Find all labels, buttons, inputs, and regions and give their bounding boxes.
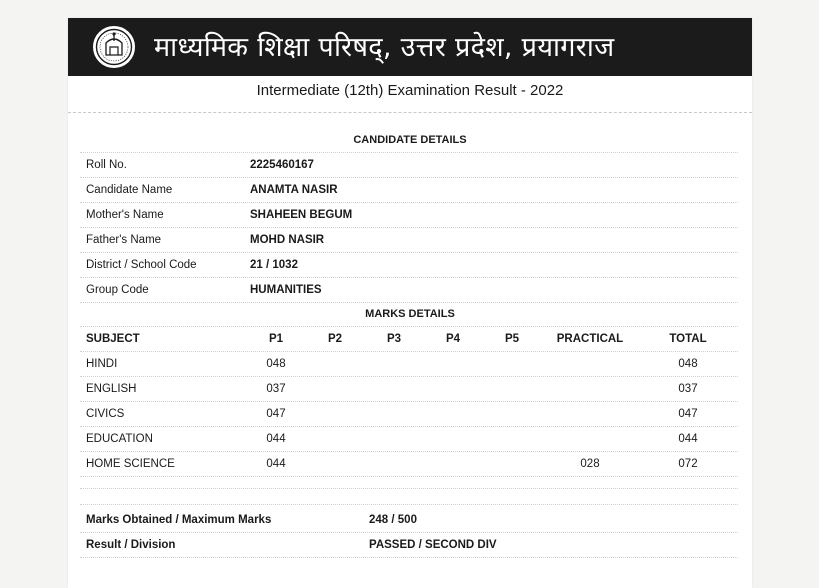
row-divider [80,451,738,452]
field-value-candidate-name: ANAMTA NASIR [250,184,338,196]
field-label-mothers-name: Mother's Name [86,209,164,221]
row-divider [80,227,738,228]
column-header-p2: P2 [327,333,343,345]
p1-mark: 044 [266,458,286,470]
p1-mark: 037 [266,383,286,395]
row-divider [80,152,738,153]
subject-name: EDUCATION [86,433,153,445]
row-divider [80,302,738,303]
subject-name: HINDI [86,358,118,370]
row-divider [80,376,738,377]
field-label-district-school-code: District / School Code [86,259,197,271]
row-divider [80,351,738,352]
field-value-fathers-name: MOHD NASIR [250,234,325,246]
subject-name: CIVICS [86,408,125,420]
result-document [68,18,752,588]
marks-obtained-label: Marks Obtained / Maximum Marks [86,514,272,526]
row-divider [80,252,738,253]
field-label-candidate-name: Candidate Name [86,184,173,196]
column-header-subject: SUBJECT [86,333,140,345]
total-mark: 072 [678,458,698,470]
marks-section-title: MARKS DETAILS [365,308,455,320]
row-divider [80,557,738,558]
p1-mark: 044 [266,433,286,445]
row-divider [80,426,738,427]
field-value-group-code: HUMANITIES [250,284,322,296]
column-header-total: TOTAL [669,333,707,345]
row-divider [80,277,738,278]
field-value-district-school-code: 21 / 1032 [250,259,298,271]
row-divider [80,202,738,203]
total-mark: 048 [678,358,698,370]
total-mark: 044 [678,433,698,445]
result-division-label: Result / Division [86,539,176,551]
board-name: माध्यमिक शिक्षा परिषद्, उत्तर प्रदेश, प्रयागराज [154,32,615,63]
row-divider [80,532,738,533]
total-mark: 037 [678,383,698,395]
subject-name: ENGLISH [86,383,137,395]
row-divider [80,504,738,505]
subject-name: HOME SCIENCE [86,458,175,470]
header-band [68,18,752,76]
candidate-section-title: CANDIDATE DETAILS [353,134,467,146]
p1-mark: 047 [266,408,286,420]
field-label-roll-no: Roll No. [86,159,127,171]
column-header-p1: P1 [268,333,284,345]
column-header-practical: PRACTICAL [556,333,624,345]
field-value-mothers-name: SHAHEEN BEGUM [250,209,353,221]
divider [68,112,752,113]
field-value-roll-no: 2225460167 [250,159,314,171]
row-divider [80,488,738,489]
column-header-p5: P5 [504,333,520,345]
result-division-value: PASSED / SECOND DIV [369,539,497,551]
practical-mark: 028 [580,458,600,470]
total-mark: 047 [678,408,698,420]
exam-title: Intermediate (12th) Examination Result - 2022 [256,82,564,99]
field-label-fathers-name: Father's Name [86,234,162,246]
marks-obtained-value: 248 / 500 [369,514,417,526]
board-logo-icon [92,25,136,69]
row-divider [80,177,738,178]
column-header-p3: P3 [386,333,402,345]
row-divider [80,401,738,402]
column-header-p4: P4 [445,333,461,345]
row-divider [80,326,738,327]
field-label-group-code: Group Code [86,284,149,296]
row-divider [80,476,738,477]
p1-mark: 048 [266,358,286,370]
